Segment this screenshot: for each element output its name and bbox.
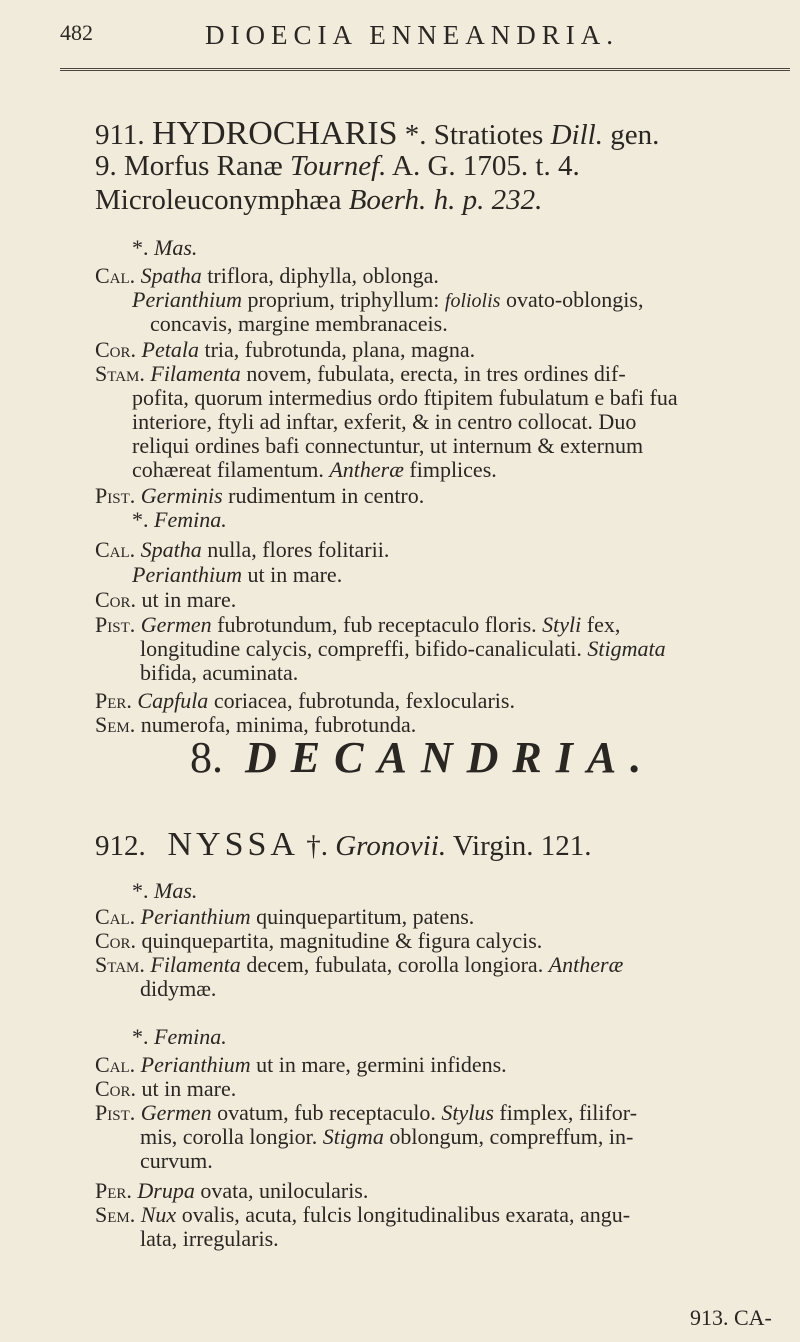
female-calyx-line: Cal. Spatha nulla, flores folitarii. — [95, 537, 390, 562]
pericarp-line: Per. Capfula coriacea, fubrotunda, fexlocularis. — [95, 688, 515, 713]
entry-911-synonym-2: Microleuconymphæa Boerh. h. p. 232. — [95, 184, 543, 216]
seed-line: Sem. numerofa, minima, fubrotunda. — [95, 712, 417, 737]
genus-name: HYDROCHARIS — [151, 115, 398, 152]
stamen-line: Stam. Filamenta novem, fubulata, erecta, in tres ordines dif- — [95, 361, 626, 386]
female-corolla-line: Cor. ut in mare. — [95, 1076, 237, 1101]
female-pistil-line-3: bifida, acuminata. — [140, 660, 299, 685]
stamen-line-2: pofita, quorum intermedius ordo ftipitem fubulatum e bafi fua — [132, 385, 678, 410]
stamen-line-4: reliqui ordines bafi connectuntur, ut internum & externum — [132, 433, 644, 458]
mas-heading: *. Mas. — [132, 878, 198, 903]
pericarp-line: Per. Drupa ovata, unilocularis. — [95, 1178, 369, 1203]
female-pistil-line-3: curvum. — [140, 1148, 213, 1173]
catchword: 913. CA- — [690, 1305, 772, 1330]
entry-911-heading: 911. HYDROCHARIS *. Stratiotes Dill. gen. — [95, 115, 660, 152]
female-corolla-line: Cor. ut in mare. — [95, 587, 237, 612]
perianth-line: Perianthium proprium, triphyllum: foliolis ovato-oblongis, — [132, 287, 644, 312]
entry-912-heading: 912. NYSSA †. Gronovii. Virgin. 121. — [95, 826, 592, 863]
female-pistil-line-2: mis, corolla longior. Stigma oblongum, compreffum, in- — [140, 1124, 634, 1149]
femina-heading: *. Femina. — [132, 507, 227, 532]
running-title: DIOECIA ENNEANDRIA. — [205, 20, 619, 50]
female-perianth-line: Perianthium ut in mare. — [132, 562, 343, 587]
calyx-line: Cal. Perianthium quinquepartitum, patens. — [95, 904, 475, 929]
female-calyx-line: Cal. Perianthium ut in mare, germini infidens. — [95, 1052, 507, 1077]
stamen-line-5: cohæreat filamentum. Antheræ fimplices. — [132, 457, 497, 482]
femina-heading: *. Femina. — [132, 1024, 227, 1049]
female-pistil-line-2: longitudine calycis, compreffi, bifido-canaliculati. Stigmata — [140, 636, 666, 661]
section-heading: 8. DECANDRIA. — [190, 733, 656, 782]
corolla-line: Cor. quinquepartita, magnitudine & figura calycis. — [95, 928, 543, 953]
female-pistil-line: Pist. Germen ovatum, fub receptaculo. Stylus fimplex, filifor- — [95, 1100, 638, 1125]
page-number: 482 — [60, 20, 93, 45]
seed-line: Sem. Nux ovalis, acuta, fulcis longitudinalibus exarata, angu- — [95, 1202, 631, 1227]
stamen-line-2: didymæ. — [140, 976, 217, 1001]
stamen-line-3: interiore, ftyli ad inftar, exferit, & in centro collocat. Duo — [132, 409, 637, 434]
running-header — [60, 20, 760, 60]
calyx-line: Cal. Spatha triflora, diphylla, oblonga. — [95, 263, 439, 288]
entry-911-synonym-1: 9. Morfus Ranæ Tournef. A. G. 1705. t. 4. — [95, 150, 580, 182]
genus-name: NYSSA — [167, 826, 299, 863]
perianth-line-cont: concavis, margine membranaceis. — [150, 311, 448, 336]
corolla-line: Cor. Petala tria, fubrotunda, plana, magna. — [95, 337, 476, 362]
female-pistil-line: Pist. Germen fubrotundum, fub receptaculo floris. Styli fex, — [95, 612, 621, 637]
mas-heading: *. Mas. — [132, 235, 198, 260]
seed-line-2: lata, irregularis. — [140, 1226, 279, 1251]
header-rule — [60, 68, 790, 71]
stamen-line: Stam. Filamenta decem, fubulata, corolla longiora. Antheræ — [95, 952, 624, 977]
pistil-line: Pist. Germinis rudimentum in centro. — [95, 483, 425, 508]
